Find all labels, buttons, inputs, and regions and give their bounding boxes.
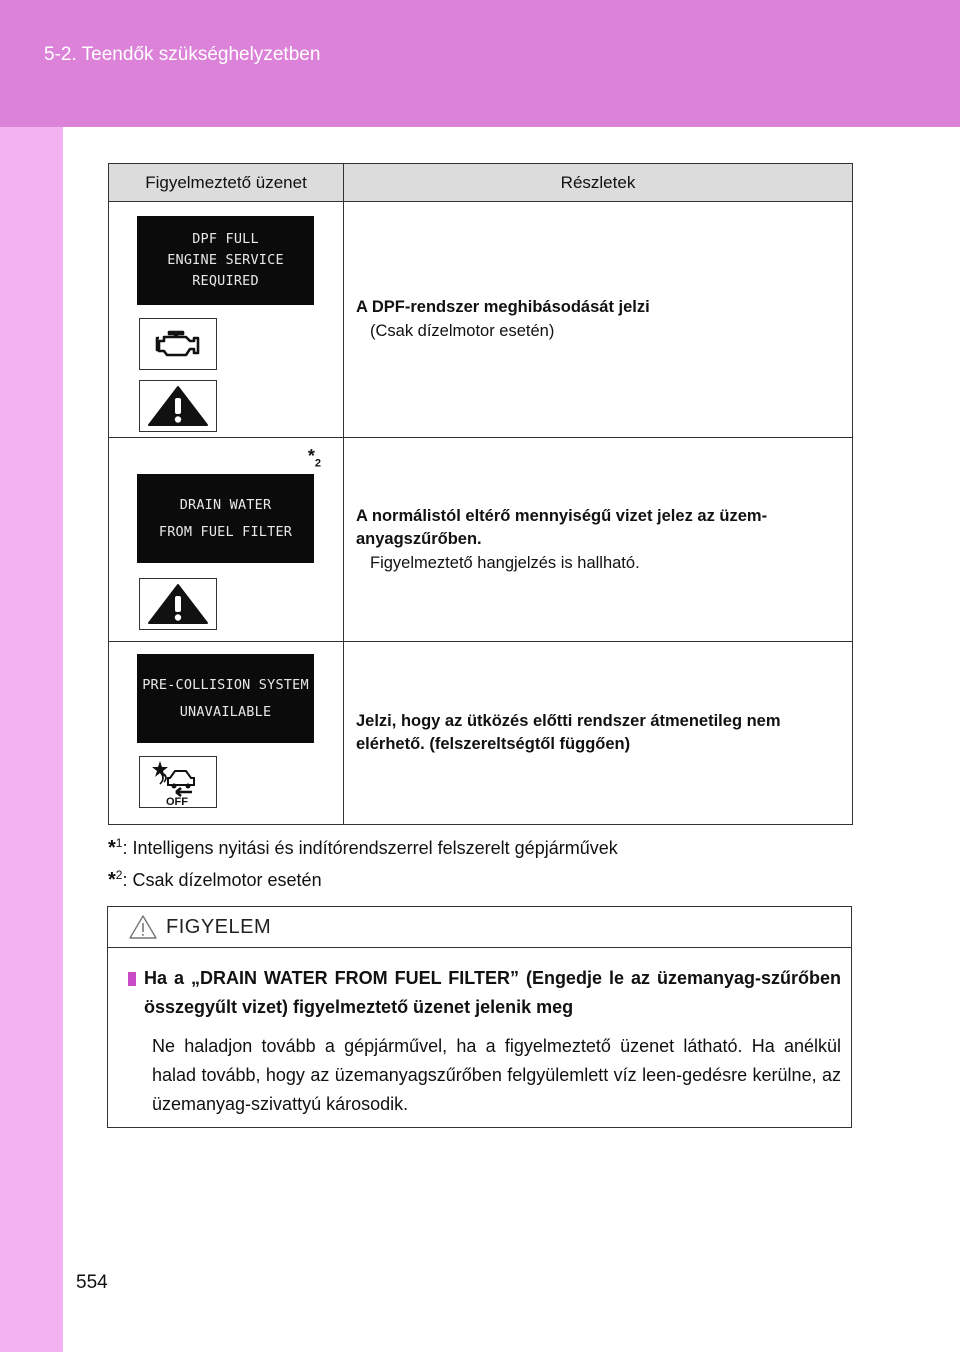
display-screen-pre-collision — [137, 654, 314, 743]
screen-line: REQUIRED — [192, 273, 259, 289]
column-header-message: Figyelmeztető üzenet — [109, 164, 344, 202]
screen-line: FROM FUEL FILTER — [158, 523, 293, 540]
table-row — [109, 438, 853, 642]
pre-collision-off-icon — [139, 756, 217, 808]
page-number: 554 — [76, 1272, 108, 1293]
caution-triangle-icon — [128, 914, 158, 940]
screen-line: UNAVAILABLE — [179, 703, 272, 720]
detail-sub: (Csak dízelmotor esetén) — [370, 322, 555, 340]
detail-title: A normálistól eltérő mennyiségű vizet jelez az üzem-anyagszűrőben. — [356, 506, 768, 548]
engine-warning-icon — [139, 318, 217, 370]
details-cell — [344, 438, 853, 642]
footnote-2: *$^2$: Csak dízelmotor esetén — [108, 868, 322, 891]
triangle-warning-icon — [139, 578, 217, 630]
message-cell — [109, 642, 344, 825]
caution-title: FIGYELEM — [166, 915, 272, 938]
section-title: 5-2. Teendők szükséghelyzetben — [44, 44, 321, 65]
caution-text: Ne haladjon tovább a gépjárművel, ha a figyelmeztető üzenet látható. Ha anélkül halad tovább, hogy az üzemanyagszűrőben felgyülemlett víz leen-gedésre kerülne, az üzemanyag-szivattyú károsodik. — [152, 1036, 841, 1114]
footnote-mark: $*_2$ — [307, 446, 321, 470]
warning-message-table — [108, 163, 853, 825]
square-bullet-icon — [128, 972, 136, 986]
details-cell — [344, 642, 853, 825]
table-row — [109, 202, 853, 438]
svg-text:OFF: OFF — [166, 796, 188, 806]
caution-header — [108, 907, 851, 948]
message-cell — [109, 202, 344, 438]
caution-item — [128, 964, 841, 1022]
caution-box — [107, 906, 852, 1128]
screen-line: ENGINE SERVICE — [167, 252, 284, 268]
detail-title: Jelzi, hogy az ütközés előtti rendszer átmenetileg nem elérhető. (felszereltségtől függően) — [356, 712, 781, 753]
detail-title: A DPF-rendszer meghibásodását jelzi — [356, 298, 650, 316]
table-row — [109, 642, 853, 825]
caution-body — [108, 948, 851, 1119]
message-cell — [109, 438, 344, 642]
screen-line: DRAIN WATER — [179, 496, 272, 513]
caution-heading: Ha a „DRAIN WATER FROM FUEL FILTER” (Engedje le az üzemanyag-szűrőben összegyűlt vizet) figyelmeztető üzenet jelenik meg — [144, 968, 841, 1017]
table-header-row — [109, 164, 853, 202]
column-header-details: Részletek — [344, 164, 853, 202]
footnote-1: *$^1$: Intelligens nyitási és indítórendszerrel felszerelt gépjárművek — [108, 836, 618, 859]
display-screen-drain-water — [137, 474, 314, 563]
detail-sub: Figyelmeztető hangjelzés is hallható. — [370, 553, 640, 572]
screen-line: DPF FULL — [192, 231, 259, 247]
screen-line: PRE-COLLISION SYSTEM — [142, 676, 309, 693]
display-screen-dpf — [137, 216, 314, 305]
footnotes — [108, 830, 618, 894]
details-cell — [344, 202, 853, 438]
triangle-warning-icon — [139, 380, 217, 432]
side-band — [0, 127, 63, 1352]
